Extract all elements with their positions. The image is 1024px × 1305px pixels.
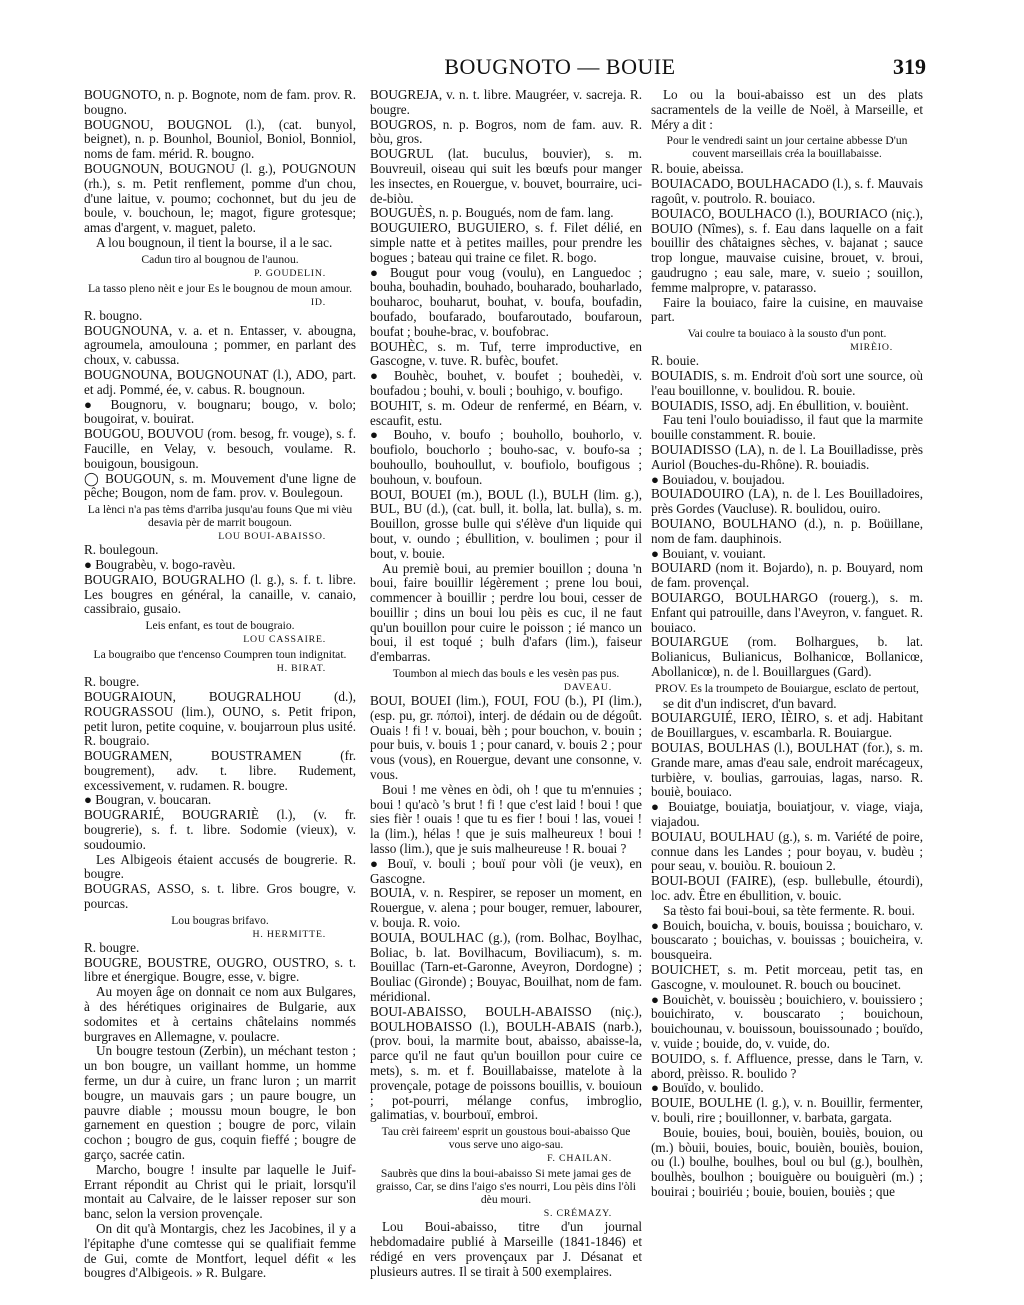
entry-example: Au premiè boui, au premier bouillon ; douna 'n boui, faire bouillir légèrement ; prene lou boui, commencer à bouillir ; perdre lou boui, cesser de bouillir ; dins un boui lou pèis es cuc, il ne faut qu'un bouillon pour cuire le poisson ; ié manco un boui, il est toqué ; bulh d'afars (lim.), faiseur d'embarras. xyxy=(370,560,642,665)
entry-example: Sa tèsto fai boui-boui, sa tète fermente. R. boui. xyxy=(663,902,915,918)
dictionary-entry: BOUIADOUIRO (LA), n. de l. Les Bouilladoires, près Gordes (Vaucluse). R. boulidou, ouiro. xyxy=(651,486,923,517)
entry-example: Faire la bouiaco, faire la cuisine, en mauvaise part. xyxy=(651,294,923,325)
dictionary-entry: R. bougre. xyxy=(84,674,140,690)
citation: PROV. Es la troumpeto de Bouiargue, esclato de pertout, xyxy=(655,681,919,695)
dictionary-entry: BOUIANO, BOULHANO (d.), n. p. Boüillane, nom de fam. dauphinois. xyxy=(651,515,923,546)
dictionary-entry: BOUI, BOUEI (lim.), FOUI, FOU (b.), PI (lim.), (esp. pu, gr. πόπoi), interj. de dédain ou de dégoût. Ouais ! fi ! v. bouai, bèh ; pour bouchon, v. bouin ; pour buis, v. bouis 1 ; pour canard, v. bouis 2 ; pour vous (vous), en Rouergue, devant une consonne, v. vous. xyxy=(370,693,642,783)
dictionary-entry: ● Bougran, v. boucaran. xyxy=(84,792,212,808)
citation: La bougraibo que t'encenso Coumpren toun indignitat. xyxy=(93,648,347,662)
dictionary-entry: BOUGUIERO, BUGUIERO, s. f. Filet délié, en simple natte et à petites mailles, pour prendre les bogues ; bateau qui traine ce filet. R. bogo. xyxy=(370,220,642,265)
dictionary-entry: BOUIA, v. n. Respirer, se reposer un moment, en Rouergue, v. alena ; pour bouger, remuer, labourer, v. bouja. R. voio. xyxy=(370,885,642,931)
entry-example: Marcho, bougre ! insulte par laquelle le Juif-Errant répondit au Christ qui le priait, lorsqu'il montait au Calvaire, de le laisser reposer sur son banc, selon la version provençale. xyxy=(84,1161,356,1222)
entry-example: Un bougre testoun (Zerbin), un méchant teston ; un bon bougre, un vaillant homme, un homme ferme, un dur à cuire, un franc luron ; un marrit bougre, un mauvais gars ; un paure bougre, un pauvre diable ; moussu moun bougre, le bon garnement en question ; bougre de porc, vilain cochon ; bougro de gus, coquin fieffé ; bougre de garço, sacrée catin. xyxy=(84,1043,356,1163)
dictionary-entry: BOUGREJA, v. n. t. libre. Maugréer, v. sacreja. R. bougre. xyxy=(370,88,642,117)
dictionary-entry: BOUGRAIOUN, BOUGRALHOU (d.), ROUGRASSOU (lim.), OUNO, s. Petit fripon, petit luron, petite coquine, v. boujarroun plus usité. R. bougraio. xyxy=(84,688,356,749)
citation-source: LOU CASSAIRE. xyxy=(243,634,326,646)
dictionary-entry: BOUGRUL (lat. buculus, bouvier), s. m. Bouvreuil, oiseau qui suit les bœufs pour manger les insectes, en Rouergue, v. bouvet, bourraire, uci-de-biòu. xyxy=(370,146,642,206)
dictionary-entry: ● Bougrabèu, v. bogo-ravèu. xyxy=(84,556,236,572)
dictionary-entry: BOUIDO, s. f. Affluence, presse, dans le Tarn, v. abord, prèisso. R. boulido ? xyxy=(651,1050,923,1081)
dictionary-entry: ● Bouiadou, v. boujadou. xyxy=(651,471,785,487)
dictionary-entry: BOUI, BOUEI (m.), BOUL (l.), BULH (lim. g.), BUL, BU (d.), (cat. bull, it. bolla, lat. bulla), s. m. Bouillon, grosse bulle qui s'élève d'un liquide qui bout, v. oundo ; ébullition, v. boulimen ; pour il bout, v. bouie. xyxy=(370,486,642,561)
citation-source: H. BIRAT. xyxy=(276,663,326,675)
entry-example: Fau teni l'oulo bouiadisso, il faut que la marmite bouille constamment. R. bouie. xyxy=(651,412,923,443)
citation-source: MIRÈIO. xyxy=(850,342,893,354)
dictionary-entry: BOUIA, BOULHAC (g.), (rom. Bolhac, Boylhac, Boliac, b. lat. Bovilhacum, Boviliacum), s. m. Bouillac (Tarn-et-Garonne, Aveyron, Dordogne) ; Bouliac (Gironde) ; Bouyac, Bouilhat, nom de fam. méridional. xyxy=(370,929,642,1005)
entry-example: Bouie, bouies, boui, bouièn, bouiès, bouion, ou (m.) bòuii, bouies, bouic, bouièn, bouiès, bouion, ou (l.) boulhe, boulhes, boul ou bul (g.), boulhèn, boulhès, boulhon ; bouiguère ou bouiguèri (m.) ; bouirai ; bouiriéu ; bouie, bouien, bouiès ; que xyxy=(651,1124,923,1199)
dictionary-entry: R. bougno. xyxy=(84,307,143,323)
dictionary-entry: BOUHÈC, s. m. Tuf, terre improductive, en Gascogne, v. tuve. R. bufèc, boufet. xyxy=(370,338,642,369)
dictionary-entry: BOUIADIS, s. m. Endroit d'où sort une source, où l'eau bouillonne, v. boulidou. R. bouie. xyxy=(651,367,923,398)
dictionary-entry: BOUGNOUNA, v. a. et n. Entasser, v. abougna, agroumela, amoulouna ; pommer, en parlant des choux, v. cabussa. xyxy=(84,322,356,368)
entry-example: Au moyen âge on donnait ce nom aux Bulgares, à des hérétiques originaires de Bulgarie, aux sodomites et à certains châtelains nommés burgraves en Allemagne, v. poulacre. xyxy=(84,984,356,1044)
page-title: BOUGNOTO — BOUIE xyxy=(444,54,676,79)
dictionary-entry: BOUGNOUN, BOUGNOU (l. g.), POUGNOUN (rh.), s. m. Petit renflement, pomme d'un chou, d'une laitue, v. poumo; cochonnet, but du jeu de boule, v. bouchoun, le; magot, figure grotesque; amas d'argent, v. maguet, paleto. xyxy=(84,160,356,236)
dictionary-entry: BOUGRAS, ASSO, s. t. libre. Gros bougre, v. pourcas. xyxy=(84,881,356,912)
dictionary-entry: BOUIE, BOULHE (l. g.), v. n. Bouillir, fermenter, v. bouli, rire ; bouillonner, v. barbata, gargata. xyxy=(651,1095,923,1125)
dictionary-entry: BOUIADISSO (LA), n. de l. La Bouilladisse, près Auriol (Bouches-du-Rhône). R. bouiadis. xyxy=(651,441,923,472)
citation-source: ID. xyxy=(310,296,326,308)
dictionary-entry: ● Bouiant, v. vouiant. xyxy=(651,545,766,561)
dictionary-entry: BOUGNOTO, n. p. Bognote, nom de fam. prov. R. bougno. xyxy=(84,88,356,117)
dictionary-entry: BOUGRAIO, BOUGRALHO (l. g.), s. f. t. libre. Les bougres en général, la canaille, v. canaio, cassibraio, gusaio. xyxy=(84,571,356,617)
dictionary-entry: BOUIAS, BOULHAS (l.), BOULHAT (for.), s. m. Grande mare, amas d'eau sale, endroit marécageux, turbière, v. boulias, garrouias, lagas, narso. R. bouiè, bouiaco. xyxy=(651,740,923,800)
dictionary-entry: R. bouie. xyxy=(651,353,699,369)
citation-source: P. GOUDELIN. xyxy=(254,267,326,279)
dictionary-entry: R. bougre. xyxy=(84,939,140,955)
dictionary-entry: ● Bouich, bouicha, v. bouis, bouissa ; bouicharo, v. bouscarato ; bouichas, v. bouissas ; bouicheira, v. bousqueira. xyxy=(651,917,923,963)
dictionary-entry: BOUI-BOUI (FAIRE), (esp. bullebulle, étourdi), loc. adv. Être en ébullition, v. bouic. xyxy=(651,873,923,904)
dictionary-entry: BOUIACO, BOULHACO (l.), BOURIACO (niç.), BOUIO (Nîmes), s. f. Eau dans laquelle on a fait bouillir des châtaignes sèches, v. bajanat ; sauce trop longue, mauvaise cuisine, brouet, v. broui, gaudrugno ; eau sale, mare, v. sueio ; souillon, femme malpropre, v. patarasso. xyxy=(651,205,923,295)
citation: La lènci n'a pas tèms d'arriba jusqu'au founs Que mi vièu desavia pèr de marrit bougoun. xyxy=(87,503,353,530)
dictionary-entry: BOUIACADO, BOULHACADO (l.), s. f. Mauvais ragoût, v. poutrolo. R. bouiaco. xyxy=(651,176,923,206)
dictionary-entry: BOUIARGO, BOULHARGO (rouerg.), s. m. Enfant qui patrouille, dans l'Aveyron, v. fanguet. R. bouiaco. xyxy=(651,589,923,635)
entry-example: Lou Boui-abaisso, titre d'un journal hebdomadaire publié à Marseille (1841-1846) et rédigé en vers provençaux par J. Désanat et plusieurs autres. Il se tirait à 500 exemplaires. xyxy=(370,1219,642,1279)
column-right xyxy=(651,88,923,1298)
dictionary-entry: ◯ BOUGOUN, s. m. Mouvement d'une ligne de pêche; Bougon, nom de fam. prov. v. Boulegoun. xyxy=(84,470,356,501)
dictionary-entry: BOUI-ABAISSO, BOULH-ABAISSO (niç.), BOULHOBAISSO (l.), BOULH-ABAIS (narb.), (prov. boui, la marmite bout, abaisso, abaisse-la, parce qu'il ne faut qu'un bouillon pour cuire ce mets), s. m. et f. Bouillabaisse, matelote à la provençale, potage de poissons bouillis, v. bouioun ; pot-pourri, mélange confus, imbroglio, galimatias, v. bourbouï, embroi. xyxy=(370,1003,642,1123)
page-number: 319 xyxy=(893,54,926,79)
entry-example: Lo ou la boui-abaisso est un des plats sacramentels de la veille de Noël, à Marseille, et Méry a dit : xyxy=(651,88,923,132)
dictionary-entry: BOUGNOU, BOUGNOL (l.), (cat. bunyol, beignet), n. p. Bounhol, Bouniol, Boniol, Bonniol, noms de fam. mérid. R. bougno. xyxy=(84,116,356,162)
dictionary-entry: ● Bouiatge, bouiatja, bouiatjour, v. viage, viaja, viajadou. xyxy=(651,799,923,830)
dictionary-entry: ● Bouho, v. boufo ; bouhollo, bouhorlo, v. boufiolo, bouchorlo ; bouho-sac, v. boufo-sa ; bouhoullo, bouhoullut, v. boufiolo, boufigous ; bouhoun, v. boufoun. xyxy=(370,427,642,487)
citation-source: DAVEAU. xyxy=(563,682,612,694)
running-head xyxy=(0,54,1024,86)
entry-example: se dit d'un indiscret, d'un bavard. xyxy=(663,695,837,711)
dictionary-entry: R. boulegoun. xyxy=(84,542,159,558)
citation: Toumbon al miech das bouls e les vesèn pas pus. xyxy=(392,667,620,681)
citation: Leis enfant, es tout de bougraio. xyxy=(145,619,295,633)
citation: Saubrès que dins la boui-abaisso Si mete jamai ges de graisso, Car, se dins l'aigo s'es nourri, Lou pèis dins l'òli dèu mouri. xyxy=(376,1167,636,1207)
entry-example: A lou bougnoun, il tient la bourse, il a le sac. xyxy=(96,234,333,250)
dictionary-entry: ● Bouïdo, v. boulido. xyxy=(651,1080,764,1096)
citation-source: S. CRÉMAZY. xyxy=(543,1208,612,1220)
dictionary-entry: BOUIAU, BOULHAU (g.), s. m. Variété de poire, connue dans les Landes ; pour boyau, v. budèu ; pour seau, v. bouiòu. R. bouioun 2. xyxy=(651,828,923,874)
dictionary-entry: BOUGROS, n. p. Bogros, nom de fam. auv. R. bòu, gros. xyxy=(370,116,642,147)
citation-source: H. HERMITTE. xyxy=(252,928,326,940)
dictionary-entry: BOUGUÈS, n. p. Bougués, nom de fam. lang. xyxy=(370,205,614,221)
citation: La tasso pleno nèit e jour Es le bougnou de moun amour. xyxy=(87,281,353,295)
citation-source: F. CHAILAN. xyxy=(547,1153,612,1165)
dictionary-entry: ● Bouhèc, bouhet, v. boufet ; bouhedèi, v. boufadou ; bouhi, v. bouli ; bouhigo, v. boufigo. xyxy=(370,368,642,398)
column-middle xyxy=(370,88,642,1298)
citation: Pour le vendredi saint un jour certaine abbesse D'un couvent marseillais créa la bouillabaisse. xyxy=(666,134,908,161)
citation-source: LOU BOUI-ABAISSO. xyxy=(218,531,326,543)
dictionary-entry: ● Bouichèt, v. bouissèu ; bouichiero, v. bouissiero ; bouichirato, v. bouscarato ; bouichoun, bouichounau, v. bouissoun, bouissounado ; bouïdo, v. vuide ; bouide, do, v. vuide, do. xyxy=(651,991,923,1052)
dictionary-entry: ● Bouï, v. bouli ; bouï pour vòli (je veux), en Gascogne. xyxy=(370,855,642,886)
dictionary-entry: BOUIARGUIÉ, IERO, IÈIRO, s. et adj. Habitant de Bouillargues, v. escambarla. R. Bouiargue. xyxy=(651,710,923,741)
column-left xyxy=(84,88,356,1298)
citation: Lou bougras brifavo. xyxy=(171,913,269,927)
dictionary-entry: R. bouie, abeissa. xyxy=(651,161,744,177)
dictionary-entry: ● Bougnoru, v. bougnaru; bougo, v. bolo; bougoirat, v. bouirat. xyxy=(84,396,356,427)
dictionary-entry: BOUGOU, BOUVOU (rom. besog, fr. vouge), s. f. Faucille, en Velay, v. besouch, voulame. R. bouigoun, bousigoun. xyxy=(84,426,356,471)
dictionary-entry: BOUGRAMEN, BOUSTRAMEN (fr. bougrement), adv. t. libre. Rudement, excessivement, v. rudamen. R. bougre. xyxy=(84,748,356,793)
citation: Cadun tiro al bougnou de l'aunou. xyxy=(141,252,299,266)
dictionary-entry: BOUIADIS, ISSO, adj. En ébullition, v. bouiènt. xyxy=(651,397,909,413)
entry-example: Les Albigeois étaient accusés de bougrerie. R. bougre. xyxy=(84,851,356,882)
dictionary-entry: BOUHIT, s. m. Odeur de renfermé, en Béarn, v. escaufit, estu. xyxy=(370,397,642,428)
dictionary-entry: BOUGRE, BOUSTRE, OUGRO, OUSTRO, s. t. libre et énergique. Bougre, esse, v. bigre. xyxy=(84,954,356,985)
citation: Tau crèi faireem' esprit un goustous boui-abaisso Que vous serve uno aigo-sau. xyxy=(381,1125,631,1152)
dictionary-entry: BOUGRARIÉ, BOUGRARIÈ (l.), (v. fr. bougrerie), s. f. t. libre. Sodomie (vieux), v. soudoumio. xyxy=(84,807,356,852)
entry-example: On dit qu'à Montargis, chez les Jacobines, il y a l'épitaphe d'une comtesse qui se qualifiait femme de Gui, comte de Montfort, lequel défit « les bougres d'Albigeois. » R. Bulgare. xyxy=(84,1221,356,1281)
entry-example: Boui ! me vènes en òdi, oh ! que tu m'ennuies ; boui ! qu'acò 's brut ! fi ! que c'est laid ! boui ! que sies fièr ! ouais ! que tu es fier ! boui ! las, vouei ! la (lim.), hélas ! que je suis malheureux ! boui ! lasso (lim.), que je suis malheureuse ! R. bouai ? xyxy=(370,781,642,857)
dictionary-entry: BOUIARGUE (rom. Bolhargues, b. lat. Bolianicus, Bulianicus, Bolhanicœ, Bollanicœ, Abollanicœ), n. de l. Bouillargues (Gard). xyxy=(651,634,923,679)
dictionary-entry: ● Bougut pour voug (voulu), en Languedoc ; bouha, bouhadin, bouhado, bouharado, bouharlado, bouharoc, bouharut, bouhat, v. boufa, boufadin, boufado, boufarado, boufaroutado, boufaroun, boufat ; bouhe-brac, v. boufobrac. xyxy=(370,264,642,339)
dictionary-entry: BOUICHET, s. m. Petit morceau, petit tas, en Gascogne, v. moulounet. R. bouch ou boucinet. xyxy=(651,962,923,992)
citation: Vai coulre ta bouiaco à la sousto d'un pont. xyxy=(687,327,887,341)
dictionary-entry: BOUGNOUNA, BOUGNOUNAT (l.), ADO, part. et adj. Pommé, ée, v. cabus. R. bougnoun. xyxy=(84,366,356,397)
dictionary-entry: BOUIARD (nom it. Bojardo), n. p. Bouyard, nom de fam. provençal. xyxy=(651,560,923,591)
